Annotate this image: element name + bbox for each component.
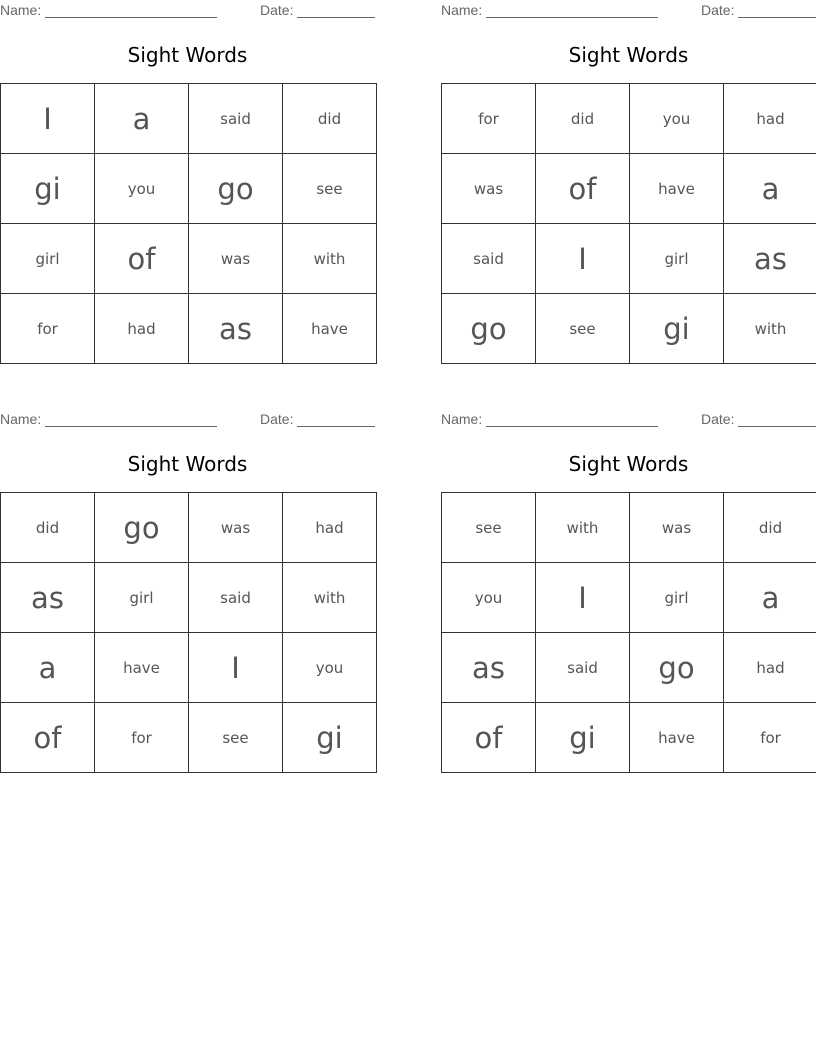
- grid-row: [1, 224, 377, 294]
- word-cell: had: [724, 84, 816, 154]
- word-cell: was: [189, 224, 283, 294]
- date-field-line: [297, 426, 375, 427]
- bingo-card-4: [441, 409, 816, 755]
- grid-row: [442, 563, 816, 633]
- word-cell: gi: [1, 154, 95, 224]
- word-cell: of: [95, 224, 189, 294]
- word-cell: was: [630, 493, 724, 563]
- name-field-line: [45, 426, 217, 427]
- word-grid: [441, 83, 816, 364]
- grid-row: [442, 294, 816, 364]
- word-cell: said: [189, 563, 283, 633]
- bingo-card-1: [0, 0, 375, 346]
- grid-row: [1, 493, 377, 563]
- date-field-line: [738, 17, 816, 18]
- name-field-line: [486, 17, 658, 18]
- word-cell: with: [536, 493, 630, 563]
- word-cell: a: [724, 563, 816, 633]
- word-cell: a: [724, 154, 816, 224]
- name-date-line: [441, 0, 816, 20]
- card-title: Sight Words: [568, 452, 689, 476]
- name-label: Name:: [0, 411, 42, 427]
- word-cell: had: [724, 633, 816, 703]
- word-cell: a: [95, 84, 189, 154]
- word-cell: gi: [283, 703, 377, 773]
- name-field-line: [45, 17, 217, 18]
- word-cell: I: [1, 84, 95, 154]
- grid-row: [1, 84, 377, 154]
- name-date-line: [0, 409, 375, 429]
- word-cell: with: [283, 563, 377, 633]
- word-cell: for: [442, 84, 536, 154]
- bingo-card-2: [441, 0, 816, 346]
- name-label: Name:: [441, 411, 483, 427]
- grid-row: [442, 493, 816, 563]
- grid-row: [442, 703, 816, 773]
- word-cell: had: [95, 294, 189, 364]
- word-cell: did: [1, 493, 95, 563]
- word-cell: I: [189, 633, 283, 703]
- word-grid: [0, 492, 377, 773]
- card-title: Sight Words: [568, 43, 689, 67]
- word-cell: girl: [95, 563, 189, 633]
- word-cell: gi: [630, 294, 724, 364]
- word-cell: girl: [1, 224, 95, 294]
- word-cell: with: [283, 224, 377, 294]
- date-label: Date:: [260, 411, 294, 427]
- card-title: Sight Words: [127, 43, 248, 67]
- word-cell: of: [536, 154, 630, 224]
- word-cell: had: [283, 493, 377, 563]
- bingo-card-3: [0, 409, 375, 755]
- grid-row: [1, 633, 377, 703]
- word-cell: go: [630, 633, 724, 703]
- word-cell: go: [442, 294, 536, 364]
- word-cell: as: [442, 633, 536, 703]
- word-cell: for: [724, 703, 816, 773]
- word-cell: you: [283, 633, 377, 703]
- word-cell: I: [536, 224, 630, 294]
- date-field-line: [297, 17, 375, 18]
- word-cell: you: [442, 563, 536, 633]
- word-cell: for: [1, 294, 95, 364]
- grid-row: [1, 294, 377, 364]
- word-cell: see: [442, 493, 536, 563]
- word-cell: did: [724, 493, 816, 563]
- word-cell: have: [283, 294, 377, 364]
- word-cell: did: [283, 84, 377, 154]
- date-field-line: [738, 426, 816, 427]
- name-date-line: [441, 409, 816, 429]
- word-cell: of: [1, 703, 95, 773]
- word-cell: said: [536, 633, 630, 703]
- date-label: Date:: [701, 2, 735, 18]
- grid-row: [1, 703, 377, 773]
- word-cell: with: [724, 294, 816, 364]
- word-cell: have: [630, 154, 724, 224]
- grid-row: [442, 633, 816, 703]
- word-cell: have: [630, 703, 724, 773]
- word-cell: go: [95, 493, 189, 563]
- word-cell: girl: [630, 224, 724, 294]
- name-field-line: [486, 426, 658, 427]
- grid-row: [1, 154, 377, 224]
- word-grid: [441, 492, 816, 773]
- grid-row: [442, 84, 816, 154]
- word-cell: as: [724, 224, 816, 294]
- word-cell: see: [536, 294, 630, 364]
- word-cell: was: [189, 493, 283, 563]
- word-cell: gi: [536, 703, 630, 773]
- word-grid: [0, 83, 377, 364]
- word-cell: did: [536, 84, 630, 154]
- date-label: Date:: [260, 2, 294, 18]
- name-label: Name:: [0, 2, 42, 18]
- word-cell: was: [442, 154, 536, 224]
- word-cell: you: [95, 154, 189, 224]
- word-cell: of: [442, 703, 536, 773]
- word-cell: said: [189, 84, 283, 154]
- word-cell: as: [1, 563, 95, 633]
- name-label: Name:: [441, 2, 483, 18]
- word-cell: said: [442, 224, 536, 294]
- word-cell: for: [95, 703, 189, 773]
- word-cell: girl: [630, 563, 724, 633]
- word-cell: see: [283, 154, 377, 224]
- grid-row: [1, 563, 377, 633]
- grid-row: [442, 154, 816, 224]
- grid-row: [442, 224, 816, 294]
- word-cell: as: [189, 294, 283, 364]
- word-cell: you: [630, 84, 724, 154]
- card-title: Sight Words: [127, 452, 248, 476]
- word-cell: go: [189, 154, 283, 224]
- word-cell: see: [189, 703, 283, 773]
- date-label: Date:: [701, 411, 735, 427]
- word-cell: I: [536, 563, 630, 633]
- word-cell: have: [95, 633, 189, 703]
- word-cell: a: [1, 633, 95, 703]
- name-date-line: [0, 0, 375, 20]
